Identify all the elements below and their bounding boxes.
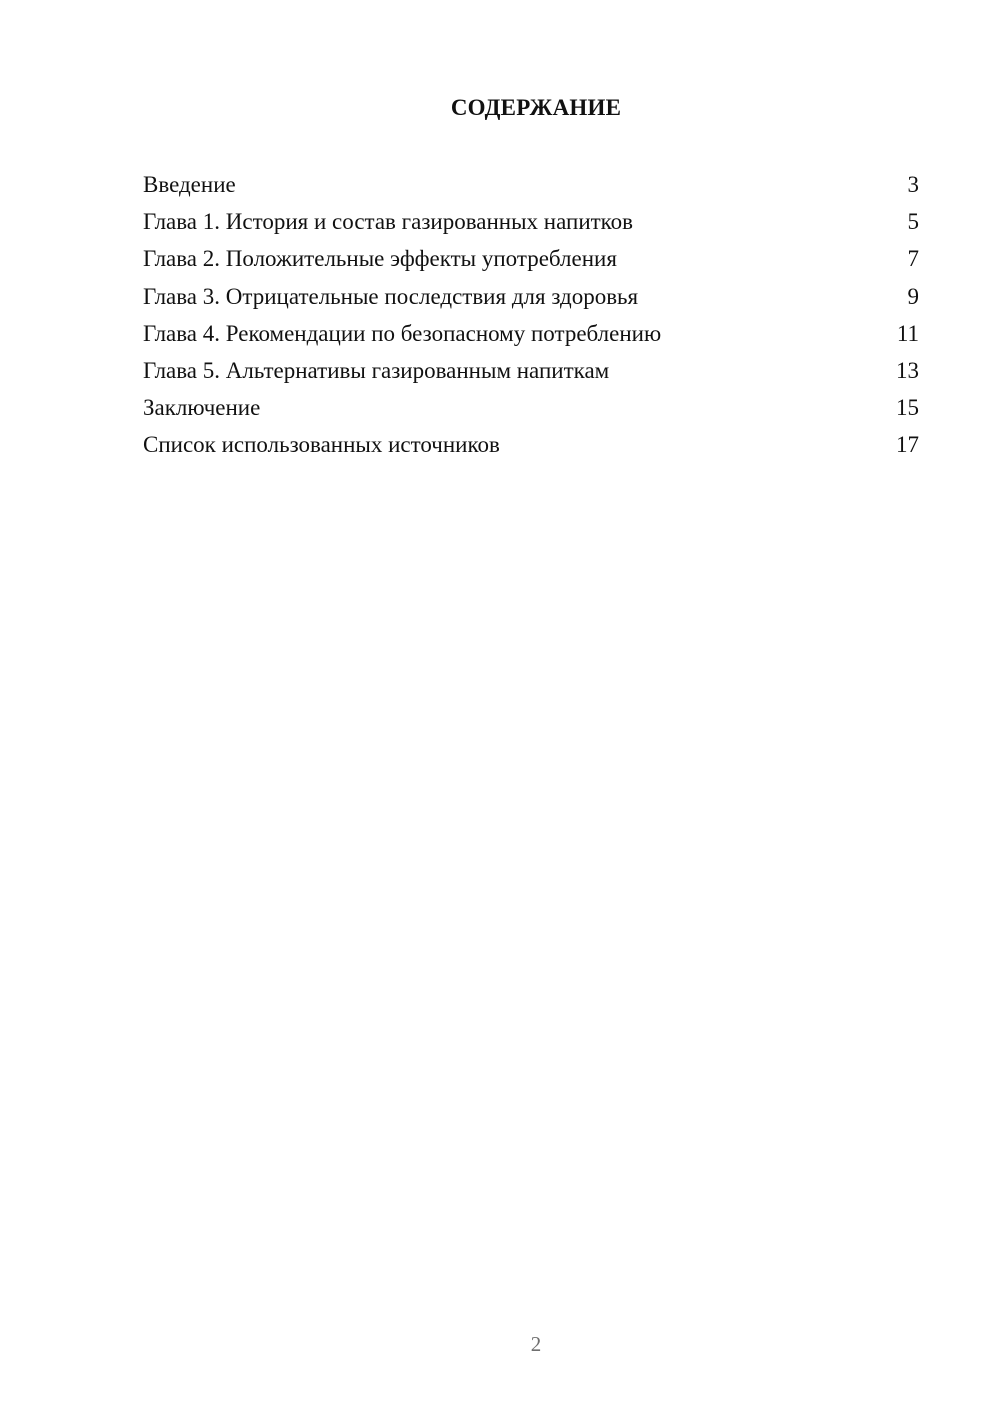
table-of-contents	[143, 168, 919, 466]
toc-entry	[143, 354, 919, 391]
toc-entry-title: Заключение	[143, 395, 261, 421]
toc-entry-page: 9	[907, 283, 919, 309]
toc-entry-page: 11	[896, 320, 919, 346]
toc-entry-page: 7	[907, 246, 919, 272]
toc-entry	[143, 242, 919, 279]
toc-entry-title: Глава 2. Положительные эффекты употребления	[143, 246, 617, 272]
toc-entry	[143, 280, 919, 317]
toc-entry-page: 5	[907, 209, 919, 235]
toc-entry	[143, 317, 919, 354]
toc-entry-title: Введение	[143, 172, 236, 197]
toc-entry-title: Глава 1. История и состав газированных напитков	[143, 209, 634, 235]
toc-entry-page: 15	[896, 395, 919, 421]
toc-entry	[143, 168, 919, 205]
toc-entry-title: Глава 5. Альтернативы газированным напиткам	[143, 357, 610, 383]
page-title: СОДЕРЖАНИЕ	[450, 95, 622, 120]
page-number: 2	[530, 1332, 542, 1356]
toc-entry-title: Глава 3. Отрицательные последствия для здоровья	[143, 283, 639, 309]
toc-entry-page: 17	[896, 432, 919, 458]
toc-entry-page: 13	[896, 357, 919, 383]
toc-entry	[143, 205, 919, 242]
toc-entry-title: Список использованных источников	[143, 432, 500, 458]
toc-entry	[143, 391, 919, 428]
toc-entry	[143, 428, 919, 465]
toc-entry-title: Глава 4. Рекомендации по безопасному потреблению	[143, 320, 662, 346]
toc-entry-page: 3	[907, 172, 919, 197]
